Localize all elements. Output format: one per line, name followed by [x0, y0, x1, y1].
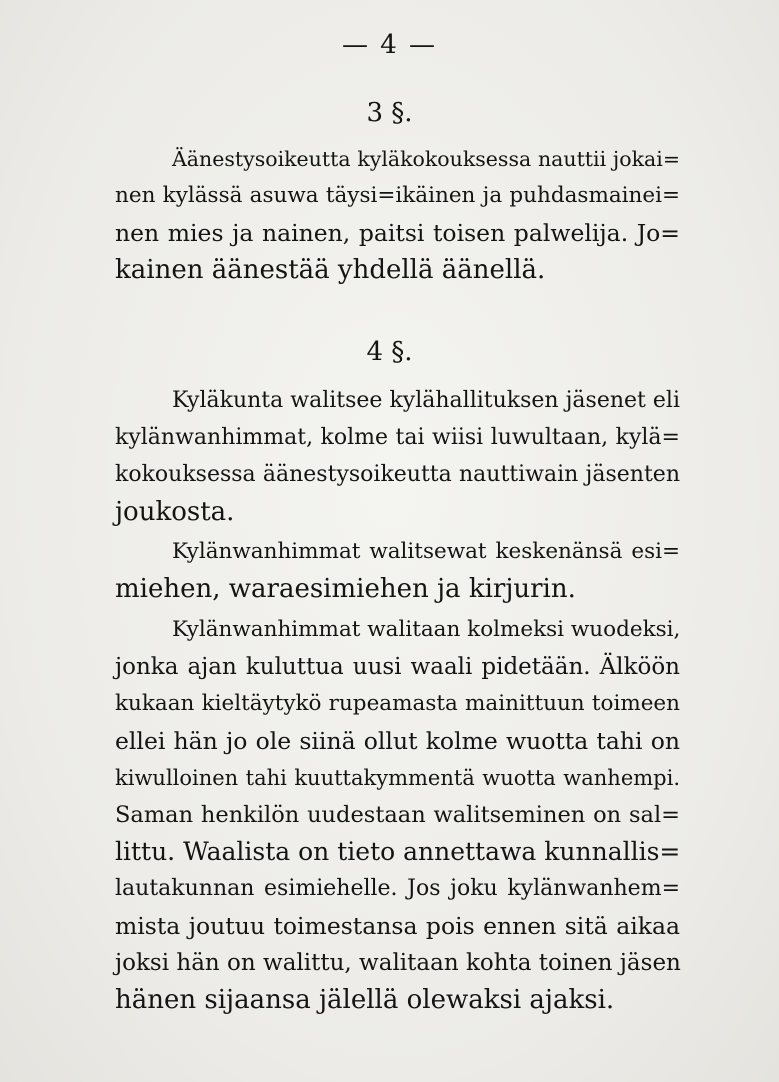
text-line: kiwulloinen tahi kuuttakymmentä wuotta wanhempi.: [115, 766, 680, 790]
section-heading: 3 §.: [366, 98, 413, 128]
text-line: ellei hän jo ole siinä ollut kolme wuotta tahi on: [115, 727, 680, 755]
text-line: lautakunnan esimiehelle. Jos joku kylänwanhem=: [115, 876, 680, 901]
text-line: Saman henkilön uudestaan walitseminen on sal=: [115, 802, 680, 828]
section-heading: 4 §.: [366, 337, 413, 367]
text-line: Kylänwanhimmat walitsewat keskenänsä esi=: [172, 539, 680, 564]
text-line: littu. Waalista on tieto annettawa kunnallis=: [115, 837, 681, 866]
text-line: hänen sijaansa jälellä olewaksi ajaksi.: [115, 985, 615, 1015]
text-line: kukaan kieltäytykö rupeamasta mainittuun toimeen: [115, 691, 680, 716]
text-line: miehen, waraesimiehen ja kirjurin.: [115, 574, 576, 604]
text-line: nen kylässä asuwa täysi=ikäinen ja puhdasmainei=: [115, 183, 680, 208]
text-line: Kyläkunta walitsee kylähallituksen jäsenet eli: [172, 388, 680, 413]
text-line: kylänwanhimmat, kolme tai wiisi luwultaan, kylä=: [115, 425, 680, 450]
page-number: — 4 —: [341, 30, 438, 60]
text-line: Äänestysoikeutta kyläkokouksessa nauttii jokai=: [172, 147, 680, 171]
text-line: mista joutuu toimestansa pois ennen sitä aikaa: [115, 912, 680, 940]
text-line: jonka ajan kuluttua uusi waali pidetään. Älköön: [115, 654, 680, 680]
text-line: joukosta.: [115, 497, 235, 527]
text-line: nen mies ja nainen, paitsi toisen palwelija. Jo=: [115, 219, 680, 247]
text-line: kainen äänestää yhdellä äänellä.: [115, 255, 546, 285]
text-line: Kylänwanhimmat walitaan kolmeksi wuodeksi,: [172, 617, 681, 642]
text-line: joksi hän on walittu, walitaan kohta toinen jäsen: [115, 950, 681, 976]
text-line: kokouksessa äänestysoikeutta nauttiwain jäsenten: [115, 462, 680, 487]
